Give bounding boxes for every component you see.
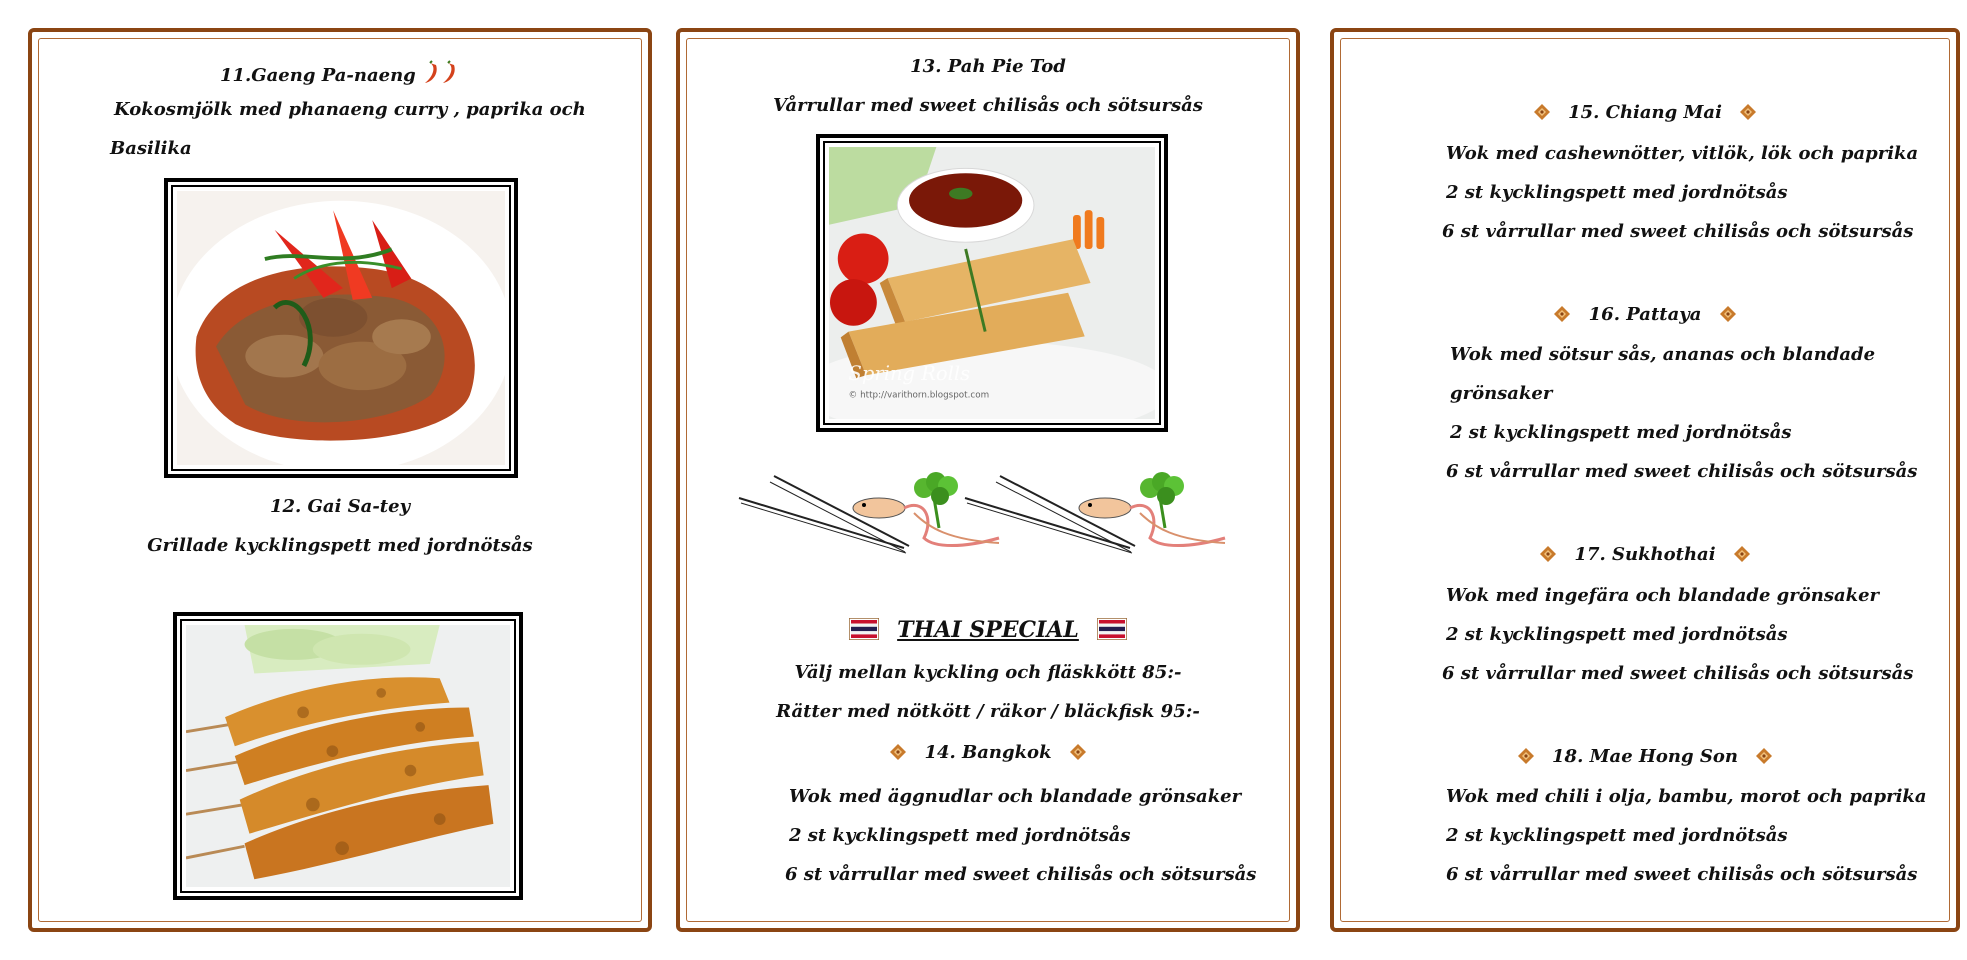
thai-special-heading xyxy=(676,618,1300,641)
item-17-line-3: 6 st vårrullar med sweet chilisås och sötsursås xyxy=(1442,663,1914,684)
photo-gaeng-pa-naeng xyxy=(164,178,518,478)
item-18-line-1: Wok med chili i olja, bambu, morot och paprika xyxy=(1446,786,1927,807)
item-18-heading xyxy=(1330,748,1960,766)
satay-skewers-image xyxy=(186,625,510,887)
item-15-line-2: 2 st kycklingspett med jordnötsås xyxy=(1446,182,1788,203)
photo-url: © http://varithorn.blogspot.com xyxy=(848,390,990,401)
spring-rolls-image xyxy=(829,147,1155,419)
thai-special-line-2: Rätter med nötkött / räkor / bläckfisk 95:- xyxy=(776,701,1200,722)
item-15-line-3: 6 st vårrullar med sweet chilisås och sötsursås xyxy=(1442,221,1914,242)
item-16-line-4: 6 st vårrullar med sweet chilisås och sötsursås xyxy=(1446,461,1918,482)
item-16-line-2: grönsaker xyxy=(1450,383,1553,404)
item-18-line-3: 6 st vårrullar med sweet chilisås och sötsursås xyxy=(1446,864,1918,885)
diamond-ornament-icon xyxy=(1554,306,1570,322)
item-14-heading xyxy=(676,744,1300,762)
item-11-description-line-1: Kokosmjölk med phanaeng curry , paprika och xyxy=(114,99,586,120)
diamond-ornament-icon xyxy=(1540,546,1556,562)
item-16-title: 16. Pattaya xyxy=(1588,304,1702,325)
item-16-line-1: Wok med sötsur sås, ananas och blandade xyxy=(1450,344,1876,365)
item-15-heading xyxy=(1330,104,1960,122)
diamond-ornament-icon xyxy=(890,744,906,760)
chopsticks-shrimp-left xyxy=(739,472,999,553)
item-14-title: 14. Bangkok xyxy=(924,742,1052,763)
item-16-heading xyxy=(1330,306,1960,324)
item-14-line-1: Wok med äggnudlar och blandade grönsaker xyxy=(789,786,1242,807)
item-14-line-2: 2 st kycklingspett med jordnötsås xyxy=(789,825,1131,846)
item-13-title: 13. Pah Pie Tod xyxy=(910,56,1066,77)
chopsticks-shrimp-illustration xyxy=(734,468,1234,560)
item-17-heading xyxy=(1330,546,1960,564)
thai-flag-icon xyxy=(1097,618,1127,640)
thai-special-line-1: Välj mellan kyckling och fläskkött 85:- xyxy=(794,662,1182,683)
item-17-line-1: Wok med ingefära och blandade grönsaker xyxy=(1446,585,1880,606)
item-13-description: Vårrullar med sweet chilisås och sötsursås xyxy=(773,95,1203,116)
chopsticks-shrimp-right xyxy=(965,472,1225,553)
diamond-ornament-icon xyxy=(1740,104,1756,120)
item-17-title: 17. Sukhothai xyxy=(1574,544,1716,565)
item-11-heading xyxy=(28,60,652,86)
item-14-line-3: 6 st vårrullar med sweet chilisås och sötsursås xyxy=(785,864,1257,885)
diamond-ornament-icon xyxy=(1534,104,1550,120)
curry-dish-image xyxy=(177,191,505,465)
chili-pepper-icon xyxy=(422,60,460,86)
thai-special-title: THAI SPECIAL xyxy=(897,617,1079,643)
photo-pah-pie-tod xyxy=(816,134,1168,432)
item-17-line-2: 2 st kycklingspett med jordnötsås xyxy=(1446,624,1788,645)
thai-flag-icon xyxy=(849,618,879,640)
item-12-title: 12. Gai Sa-tey xyxy=(269,496,411,517)
diamond-ornament-icon xyxy=(1720,306,1736,322)
diamond-ornament-icon xyxy=(1518,748,1534,764)
item-11-title: 11.Gaeng Pa-naeng xyxy=(219,65,416,86)
diamond-ornament-icon xyxy=(1070,744,1086,760)
item-16-line-3: 2 st kycklingspett med jordnötsås xyxy=(1450,422,1792,443)
photo-gai-sa-tey xyxy=(173,612,523,900)
photo-caption: Spring Rolls xyxy=(848,362,971,386)
item-15-line-1: Wok med cashewnötter, vitlök, lök och paprika xyxy=(1446,143,1919,164)
item-12-description: Grillade kycklingspett med jordnötsås xyxy=(147,535,533,556)
item-15-title: 15. Chiang Mai xyxy=(1568,102,1722,123)
item-18-line-2: 2 st kycklingspett med jordnötsås xyxy=(1446,825,1788,846)
item-11-description-line-2: Basilika xyxy=(110,138,192,159)
diamond-ornament-icon xyxy=(1734,546,1750,562)
item-18-title: 18. Mae Hong Son xyxy=(1552,746,1738,767)
diamond-ornament-icon xyxy=(1756,748,1772,764)
